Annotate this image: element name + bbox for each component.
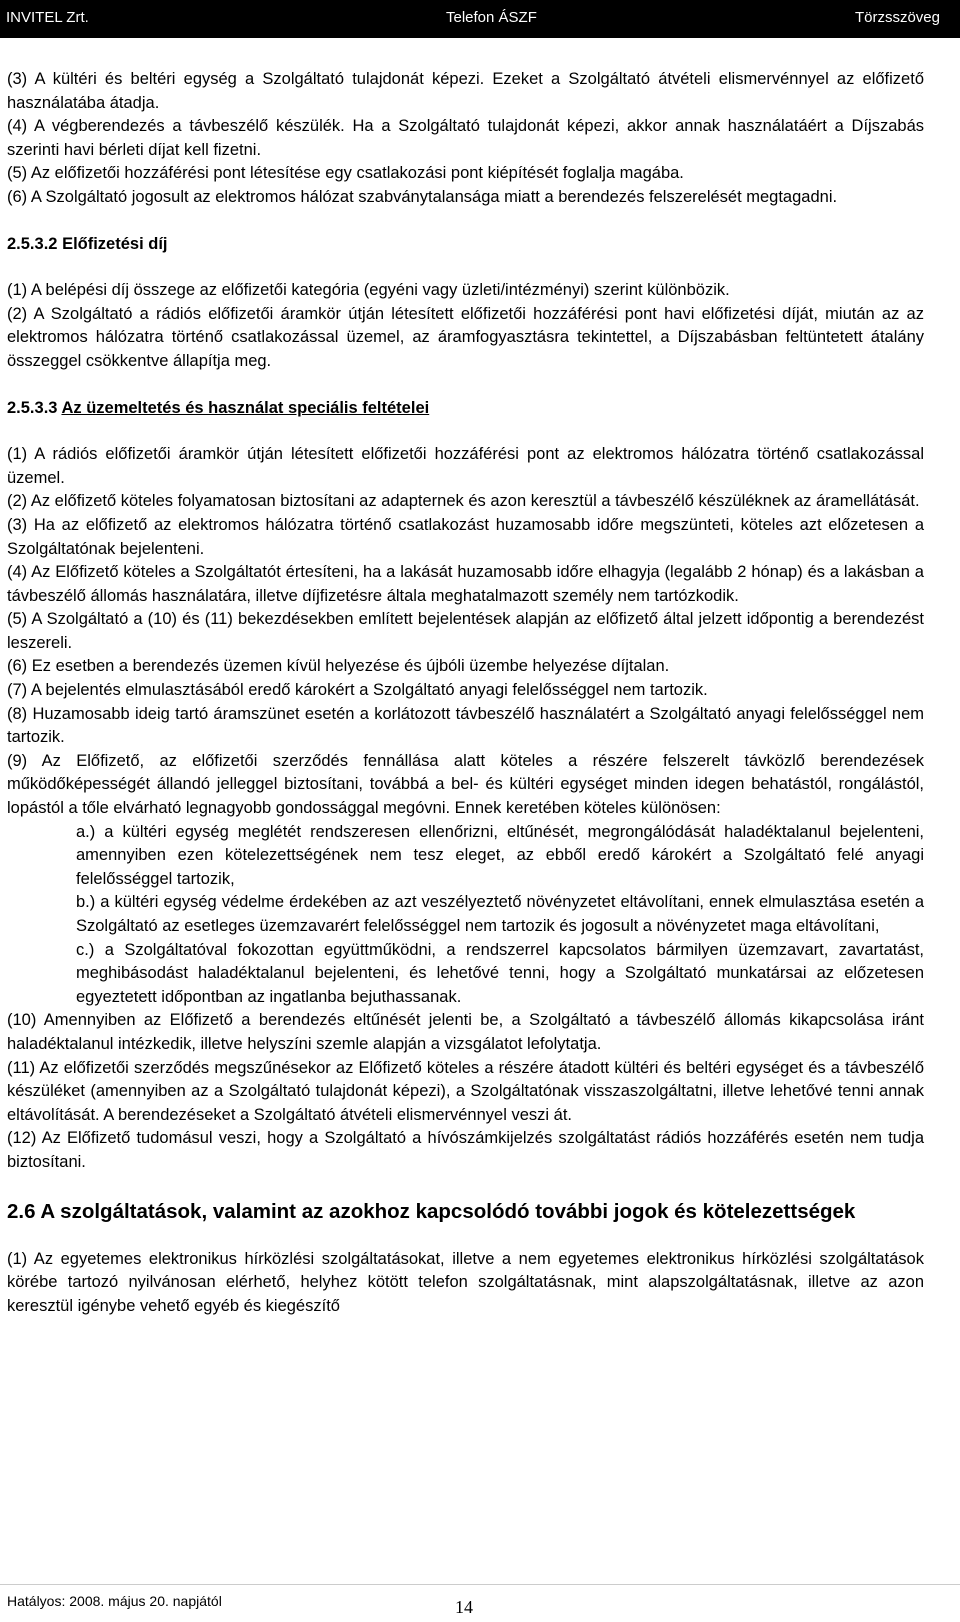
- list-item: b.) a kültéri egység védelme érdekében az azt veszélyeztető növényzetet eltávolítani, ennek elmulasztása esetén a Szolgáltató az esetleges üzemzavarért felelősséggel nem tartozik és jogosult a növényzetet maga eltávolítani,: [76, 893, 924, 935]
- paragraph: (4) Az Előfizető köteles a Szolgáltatót értesíteni, ha a lakását huzamosabb időre elhagyja (legalább 2 hónap) és a lakásban a távbeszélő állomás használatára, illetve díjfizetésre általa meghatalmazott személy nem tartózkodik.: [7, 563, 924, 605]
- paragraph: (3) A kültéri és beltéri egység a Szolgáltató tulajdonát képezi. Ezeket a Szolgáltató átvételi elismervénnyel az előfizető használatába átadja.: [7, 70, 924, 112]
- paragraph: (7) A bejelentés elmulasztásából eredő károkért a Szolgáltató anyagi felelősséggel nem tartozik.: [7, 681, 708, 700]
- page-number: 14: [455, 1597, 473, 1617]
- section-heading-2532: [7, 233, 924, 257]
- section-number: 2.5.3.2: [7, 234, 58, 253]
- paragraph: (1) A rádiós előfizetői áramkör útján létesített előfizetői hozzáférési pont az elektromos hálózatra történő csatlakozással üzemel.: [7, 445, 924, 487]
- document-body: [7, 68, 924, 1318]
- paragraph: (2) A Szolgáltató a rádiós előfizetői áramkör útján létesített előfizetői hozzáférési pont havi előfizetési díját, miután az az elektromos hálózatra történő csatlakozással üzemel, az áramfogyasztásra tekintettel, a Díjszabásban feltüntetett átalány összeggel csökkentve állapítja meg.: [7, 304, 924, 370]
- paragraph: (5) A Szolgáltató a (10) és (11) bekezdésekben említett bejelentések alapján az előfizető által jelzett időpontig a berendezést leszereli.: [7, 610, 924, 652]
- paragraph: (2) Az előfizető köteles folyamatosan biztosítani az adapternek és azon keresztül a távbeszélő készüléknek az áramellátását.: [7, 492, 920, 511]
- paragraph: (1) A belépési díj összege az előfizetői kategória (egyéni vagy üzleti/intézményi) szerint különbözik.: [7, 281, 730, 300]
- paragraph: (8) Huzamosabb ideig tartó áramszünet esetén a korlátozott távbeszélő használatért a Szolgáltató anyagi felelősséggel nem tartozik.: [7, 704, 924, 747]
- page-header: [0, 0, 960, 38]
- paragraph: (6) Ez esetben a berendezés üzemen kívül helyezése és újbóli üzembe helyezése díjtalan.: [7, 657, 670, 676]
- paragraph: (5) Az előfizetői hozzáférési pont létesítése egy csatlakozási pont kiépítését foglalja magába.: [7, 164, 684, 183]
- header-company: INVITEL Zrt.: [6, 9, 89, 26]
- footer-divider: [0, 1584, 960, 1585]
- section-title: Előfizetési díj: [62, 234, 168, 253]
- paragraph: (10) Amennyiben az Előfizető a berendezés eltűnését jelenti be, a Szolgáltató a távbeszélő állomás kikapcsolása iránt haladéktalanul intézkedik, illetve helyszíni szemle alapján a vizsgálatot lefolytatja.: [7, 1011, 924, 1053]
- chapter-heading-2-6: 2.6 A szolgáltatások, valamint az azokhoz kapcsolódó további jogok és kötelezettségek: [7, 1199, 856, 1223]
- header-document-title: Telefon ÁSZF: [446, 9, 537, 26]
- list-item: a.) a kültéri egység meglétét rendszeresen ellenőrizni, eltűnését, megrongálódását haladéktalanul bejelenteni, amennyiben ezen kötelezettségének nem tesz eleget, az ebből eredő károkért a Szolgáltató felé anyagi felelősséggel tartozik,: [76, 822, 924, 888]
- paragraph: (11) Az előfizetői szerződés megszűnésekor az Előfizető köteles a részére átadott kültéri és beltéri egységet és a távbeszélő készüléket (amennyiben az a Szolgáltató tulajdonát képezi), a Szolgáltatónak visszaszolgáltatni, illetve lehetővé tenni annak eltávolítását. A berendezéseket a Szolgáltató átvételi elismervénnyel veszi át.: [7, 1058, 924, 1124]
- list-item: c.) a Szolgáltatóval fokozottan együttműködni, a rendszerrel kapcsolatos bármilyen üzemzavart, zavartatást, meghibásodást haladéktalanul bejelenteni, és lehetővé tenni, hogy a Szolgáltató munkatársai az előzetesen egyeztetett időpontban az ingatlanba bejuthassanak.: [76, 940, 924, 1006]
- footer-effective-date: Hatályos: 2008. május 20. napjától: [7, 1593, 222, 1609]
- paragraph: (3) Ha az előfizető az elektromos hálózatra történő csatlakozást huzamosabb időre megszünteti, köteles azt előzetesen a Szolgáltatónak bejelenteni.: [7, 515, 924, 558]
- paragraph: (6) A Szolgáltató jogosult az elektromos hálózat szabványtalansága miatt a berendezés felszerelését megtagadni.: [7, 187, 838, 206]
- section-heading-2533: [7, 397, 924, 421]
- section-number: 2.5.3.3: [7, 398, 58, 417]
- section-title: Az üzemeltetés és használat speciális feltételei: [61, 398, 430, 417]
- paragraph: (1) Az egyetemes elektronikus hírközlési szolgáltatásokat, illetve a nem egyetemes elektronikus hírközlési szolgáltatások körébe tartozó nyilvánosan elérhető, helyhez kötött telefon szolgáltatásnak, mint alapszolgáltatásnak, illetve az azon keresztül igénybe vehető egyéb és kiegészítő: [7, 1249, 924, 1315]
- header-section-name: Törzsszöveg: [854, 9, 940, 26]
- paragraph: (12) Az Előfizető tudomásul veszi, hogy a Szolgáltató a hívószámkijelzés szolgáltatást rádiós hozzáférés esetén nem tudja biztosítani.: [7, 1129, 924, 1171]
- paragraph: (9) Az Előfizető, az előfizetői szerződés fennállása alatt köteles a részére felszerelt távközlő berendezések működőképességét állandó jelleggel biztosítani, továbbá a bel- és kültéri egységet minden idegen behatástól, rongálástól, lopástól a tőle elvárható legnagyobb gondossággal megóvni. Ennek keretében köteles különösen:: [7, 751, 924, 818]
- paragraph: (4) A végberendezés a távbeszélő készülék. Ha a Szolgáltató tulajdonát képezi, akkor annak használatáért a Díjszabás szerinti havi bérleti díjat kell fizetni.: [7, 117, 924, 159]
